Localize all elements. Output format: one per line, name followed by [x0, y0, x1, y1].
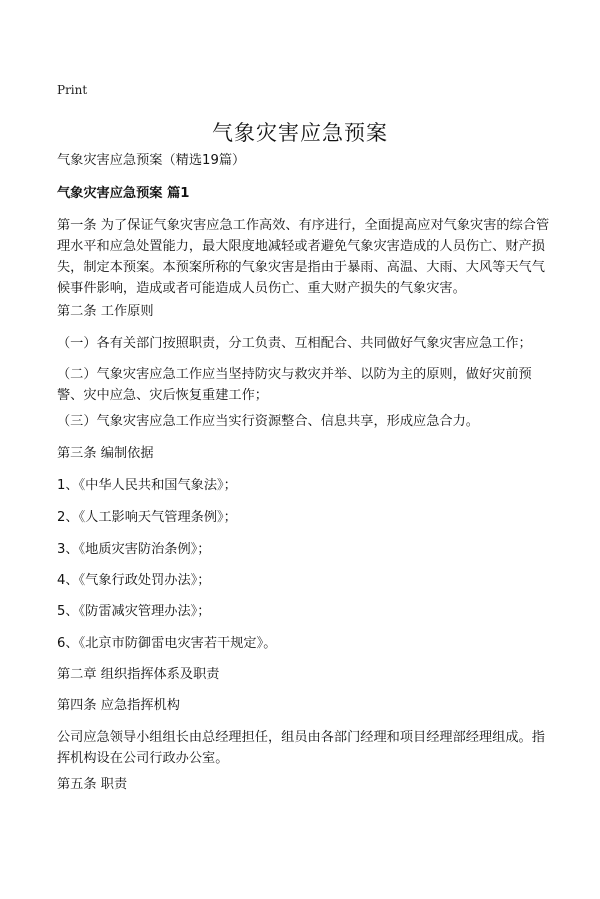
page-title: 气象灾害应急预案: [212, 121, 388, 145]
paragraph-article-3-heading: 第三条 编制依据: [57, 446, 154, 461]
paragraph-principle-2: （二）气象灾害应急工作应当坚持防灾与救灾并举、以防为主的原则，做好灾前预警、灾中应急、灾后恢复重建工作；: [57, 367, 532, 403]
document-subtitle: 气象灾害应急预案（精选19篇）: [57, 153, 246, 168]
paragraph-article-4-body: 公司应急领导小组组长由总经理担任，组员由各部门经理和项目经理部经理组成。指挥机构设在公司行政办公室。: [57, 730, 545, 766]
list-item-basis-2: 2、《人工影响天气管理条例》；: [57, 510, 237, 525]
paragraph-principle-1: （一）各有关部门按照职责，分工负责、互相配合、共同做好气象灾害应急工作；: [57, 336, 532, 351]
list-item-basis-3: 3、《地质灾害防治条例》；: [57, 542, 211, 557]
list-item-basis-6: 6、《北京市防御雷电灾害若干规定》。: [57, 636, 277, 651]
print-link[interactable]: Print: [57, 83, 88, 97]
section-heading: 气象灾害应急预案 篇1: [57, 186, 190, 201]
paragraph-article-2-heading: 第二条 工作原则: [57, 304, 154, 319]
paragraph-article-1: 第一条 为了保证气象灾害应急工作高效、有序进行，全面提高应对气象灾害的综合管理水平和应急处置能力，最大限度地减轻或者避免气象灾害造成的人员伤亡、财产损失，制定本预案。本预案所称的气象灾害是指由于暴雨、高温、大雨、大风等天气气候事件影响，造成或者可能造成人员伤亡、重大财产损失的气象灾害。: [57, 218, 550, 296]
list-item-basis-1: 1、《中华人民共和国气象法》；: [57, 478, 237, 493]
chapter-2-heading: 第二章 组织指挥体系及职责: [57, 667, 220, 682]
list-item-basis-4: 4、《气象行政处罚办法》；: [57, 573, 211, 588]
paragraph-article-4-heading: 第四条 应急指挥机构: [57, 698, 180, 713]
paragraph-article-5-heading: 第五条 职责: [57, 777, 128, 792]
paragraph-principle-3: （三）气象灾害应急工作应当实行资源整合、信息共享，形成应急合力。: [57, 414, 479, 429]
list-item-basis-5: 5、《防雷减灾管理办法》；: [57, 604, 211, 619]
